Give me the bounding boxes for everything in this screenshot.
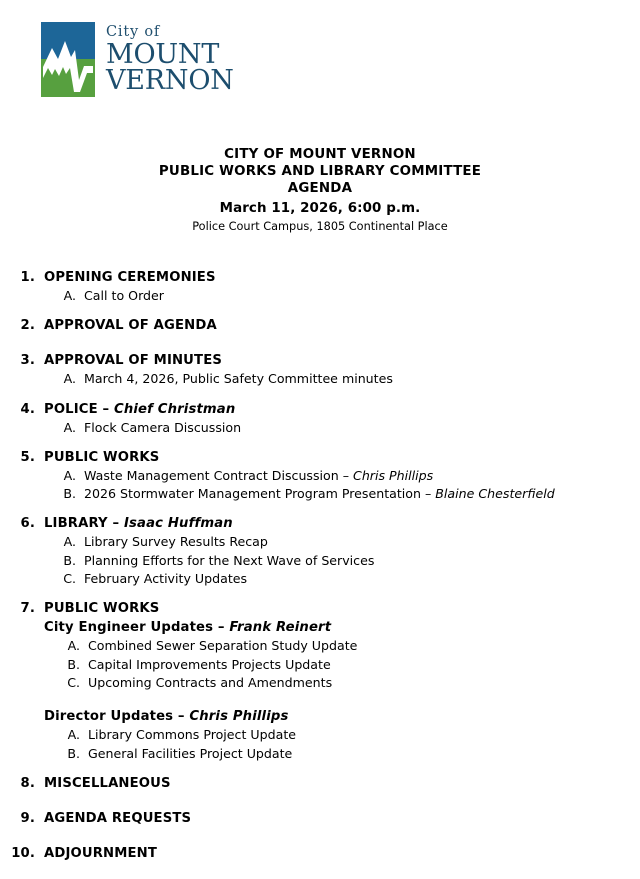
agenda-item-heading bbox=[0, 844, 640, 863]
agenda-subitem-label: Combined Sewer Separation Study Update bbox=[88, 638, 358, 654]
agenda-subitem-label: March 4, 2026, Public Safety Committee minutes bbox=[84, 371, 393, 387]
agenda-subgroup-presenter: Frank Reinert bbox=[229, 620, 332, 636]
agenda-item-library bbox=[0, 514, 640, 588]
agenda-item-approval-of-agenda bbox=[0, 316, 640, 335]
page-title-city: CITY OF MOUNT VERNON bbox=[224, 147, 416, 162]
agenda-subitem-label: February Activity Updates bbox=[84, 571, 248, 587]
city-logo bbox=[41, 22, 234, 97]
agenda-item-title bbox=[44, 599, 159, 618]
agenda-item-presenter: Chief Christman bbox=[114, 401, 236, 417]
agenda-subitem-text bbox=[84, 552, 374, 570]
agenda-subitem bbox=[0, 467, 640, 485]
agenda-subitem-label: Waste Management Contract Discussion – bbox=[84, 467, 354, 483]
logo-mount-text: MOUNT bbox=[106, 38, 220, 70]
agenda-subitem bbox=[0, 287, 640, 305]
agenda-subitem-label: Library Commons Project Update bbox=[88, 727, 297, 743]
agenda-subitem-letter: A. bbox=[63, 371, 76, 387]
agenda-subitem-label: General Facilities Project Update bbox=[88, 745, 293, 761]
agenda-subitem-list bbox=[0, 287, 640, 305]
agenda-item-heading bbox=[0, 809, 640, 828]
agenda-subitem-letter: A. bbox=[67, 727, 80, 743]
agenda-item-title-text: POLICE – bbox=[44, 401, 114, 417]
agenda-subitem-letter: A. bbox=[67, 638, 80, 654]
agenda-item-number: 4. bbox=[20, 401, 35, 417]
agenda-item-title bbox=[44, 316, 217, 335]
agenda-subitem-label: Flock Camera Discussion bbox=[84, 419, 242, 435]
agenda-subitem-text bbox=[84, 485, 555, 503]
agenda-subitem-presenter: Blaine Chesterfield bbox=[435, 486, 555, 502]
agenda-subitem-presenter: Chris Phillips bbox=[353, 467, 434, 483]
agenda-item-number: 3. bbox=[20, 353, 35, 369]
agenda-subitem bbox=[0, 745, 640, 763]
agenda-item-title-text: LIBRARY – bbox=[44, 516, 124, 532]
agenda-item-title bbox=[44, 448, 159, 467]
agenda-subgroup-heading-text: City Engineer Updates – bbox=[44, 620, 230, 636]
agenda-subitem-text bbox=[84, 419, 241, 437]
agenda-subgroup-presenter: Chris Phillips bbox=[189, 709, 289, 725]
agenda-item-heading bbox=[0, 400, 640, 419]
agenda-item-heading bbox=[0, 268, 640, 287]
agenda-subitem-text bbox=[84, 467, 433, 485]
agenda-subitem-letter: B. bbox=[67, 656, 80, 672]
agenda-subitem-list bbox=[0, 467, 640, 504]
agenda-subitem-text bbox=[88, 726, 296, 744]
agenda-subitem-text bbox=[84, 570, 247, 588]
agenda-subitem-letter: A. bbox=[63, 534, 76, 550]
agenda-subitem-text bbox=[84, 370, 393, 388]
agenda-subitem-list bbox=[0, 726, 640, 763]
agenda-item-title bbox=[44, 400, 235, 419]
agenda-subitem-letter: A. bbox=[63, 288, 76, 303]
agenda-subitem-text bbox=[88, 637, 357, 655]
page-title-agenda: AGENDA bbox=[287, 181, 353, 197]
agenda-item-police bbox=[0, 400, 640, 437]
agenda-item-agenda-requests bbox=[0, 809, 640, 828]
agenda-subitem-label: 2026 Stormwater Management Program Presentation – bbox=[84, 486, 436, 502]
agenda-item-heading bbox=[0, 514, 640, 533]
agenda-subitem-text bbox=[88, 674, 332, 692]
agenda-item-number: 5. bbox=[20, 449, 35, 465]
agenda-item-title-text: MISCELLANEOUS bbox=[44, 775, 171, 791]
agenda-subgroup-director-updates bbox=[0, 707, 640, 763]
agenda-subitem-letter: B. bbox=[67, 745, 80, 761]
agenda-item-adjournment bbox=[0, 844, 640, 863]
agenda-subitem-list bbox=[0, 419, 640, 437]
agenda-subitem-label: Library Survey Results Recap bbox=[84, 534, 268, 550]
document-title-block bbox=[0, 146, 640, 234]
agenda-item-title bbox=[44, 809, 191, 828]
agenda-subitem-text bbox=[88, 745, 292, 763]
agenda-subitem-list bbox=[0, 637, 640, 692]
logo-vernon-text: VERNON bbox=[106, 64, 234, 96]
agenda-item-title-text: OPENING CEREMONIES bbox=[44, 270, 216, 285]
agenda-item-title bbox=[44, 268, 216, 287]
agenda-subitem bbox=[0, 419, 640, 437]
agenda-item-title-text: PUBLIC WORKS bbox=[44, 449, 160, 465]
agenda-item-public-works bbox=[0, 448, 640, 504]
agenda-subgroup-city-engineer-updates bbox=[0, 618, 640, 692]
agenda-subitem-list bbox=[0, 370, 640, 388]
agenda-subitem bbox=[0, 552, 640, 570]
agenda-subitem bbox=[0, 637, 640, 655]
agenda-subgroup-heading bbox=[0, 618, 640, 637]
agenda-item-title-text: AGENDA REQUESTS bbox=[44, 810, 192, 826]
agenda-subitem-text bbox=[88, 656, 331, 674]
agenda-item-opening-ceremonies bbox=[0, 268, 640, 305]
agenda-item-title-text: PUBLIC WORKS bbox=[44, 601, 160, 617]
agenda-item-approval-of-minutes bbox=[0, 351, 640, 388]
agenda-subitem-letter: C. bbox=[63, 571, 76, 587]
page-title-committee: PUBLIC WORKS AND LIBRARY COMMITTEE bbox=[158, 164, 482, 180]
agenda-subitem-list bbox=[0, 533, 640, 588]
agenda-item-title bbox=[44, 844, 157, 863]
agenda-item-presenter: Isaac Huffman bbox=[123, 516, 233, 532]
agenda-subitem-label: Capital Improvements Projects Update bbox=[88, 656, 331, 672]
agenda-subitem bbox=[0, 674, 640, 692]
agenda-subitem-letter: A. bbox=[63, 467, 76, 483]
agenda-subitem-label: Call to Order bbox=[84, 288, 164, 303]
logo-city-of-text: City of bbox=[106, 24, 161, 40]
mount-vernon-mountain-logo bbox=[41, 22, 95, 97]
agenda-item-number: 2. bbox=[20, 318, 35, 334]
agenda-item-title bbox=[44, 351, 222, 370]
agenda-item-title-text: ADJOURNMENT bbox=[44, 845, 157, 861]
agenda-item-heading bbox=[0, 448, 640, 467]
agenda-item-heading bbox=[0, 351, 640, 370]
agenda-item-miscellaneous bbox=[0, 774, 640, 793]
agenda-subitem-letter: C. bbox=[67, 674, 80, 690]
agenda-subitem-letter: B. bbox=[63, 552, 76, 568]
agenda-subitem-label: Planning Efforts for the Next Wave of Services bbox=[84, 552, 375, 568]
agenda-subitem-label: Upcoming Contracts and Amendments bbox=[88, 674, 333, 690]
meeting-venue: Police Court Campus, 1805 Continental Place bbox=[192, 219, 448, 233]
agenda-item-heading bbox=[0, 774, 640, 793]
agenda-item-title bbox=[44, 774, 171, 793]
agenda-subitem bbox=[0, 570, 640, 588]
agenda-item-title-text: APPROVAL OF MINUTES bbox=[44, 353, 222, 369]
agenda-subitem bbox=[0, 533, 640, 551]
agenda-item-number: 6. bbox=[20, 516, 35, 532]
agenda-subitem bbox=[0, 656, 640, 674]
agenda-subitem-text bbox=[84, 287, 164, 305]
agenda-item-heading bbox=[0, 316, 640, 335]
agenda-item-heading bbox=[0, 599, 640, 618]
agenda-subitem-text bbox=[84, 533, 268, 551]
agenda-item-title bbox=[44, 514, 233, 533]
agenda-item-number: 7. bbox=[20, 601, 35, 617]
agenda-subitem-letter: B. bbox=[63, 486, 76, 502]
agenda-subitem bbox=[0, 370, 640, 388]
agenda-subitem-letter: A. bbox=[63, 419, 76, 435]
agenda-item-number: 8. bbox=[20, 775, 35, 791]
agenda-subitem bbox=[0, 485, 640, 503]
agenda-list bbox=[0, 268, 640, 879]
agenda-subgroup-heading-text: Director Updates – bbox=[44, 709, 190, 725]
meeting-date-time: March 11, 2026, 6:00 p.m. bbox=[219, 200, 421, 216]
logo-wordmark bbox=[106, 25, 234, 94]
agenda-subgroup-heading bbox=[0, 707, 640, 726]
agenda-item-public-works bbox=[0, 599, 640, 762]
agenda-subitem bbox=[0, 726, 640, 744]
agenda-item-number: 1. bbox=[20, 270, 35, 285]
agenda-item-number: 9. bbox=[20, 810, 35, 826]
agenda-item-title-text: APPROVAL OF AGENDA bbox=[44, 318, 217, 334]
agenda-item-number: 10. bbox=[11, 845, 35, 861]
